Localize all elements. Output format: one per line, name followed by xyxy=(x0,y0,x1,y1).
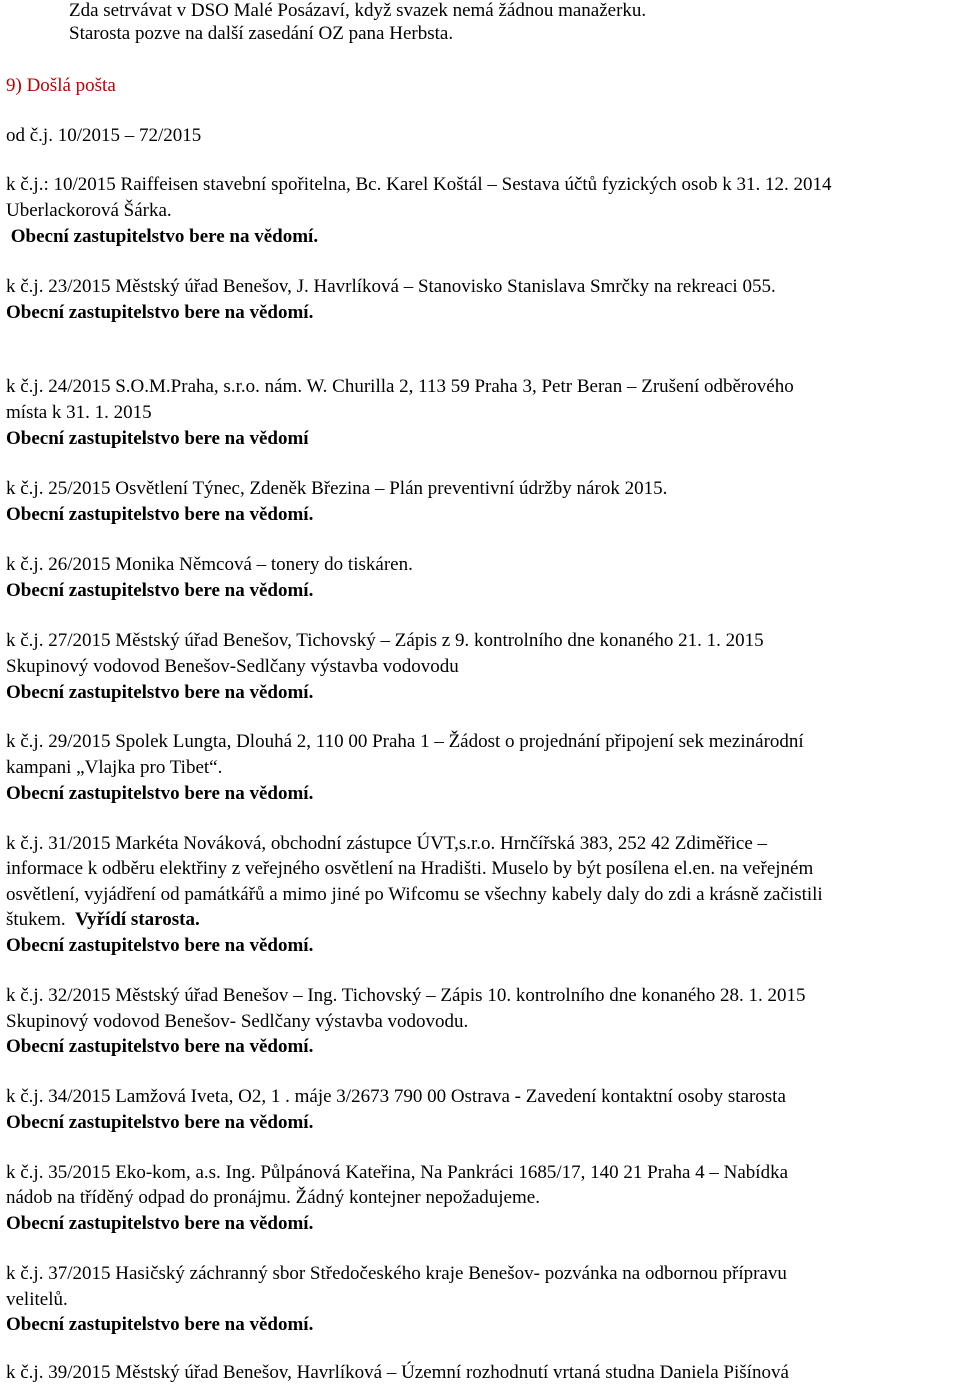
item-line: k č.j. 37/2015 Hasičský záchranný sbor Středočeského kraje Benešov- pozvánka na odbornou přípravu xyxy=(6,1263,787,1284)
item-line: k č.j. 39/2015 Městský úřad Benešov, Havrlíková – Územní rozhodnutí vrtaná studna Daniela Pišínová xyxy=(6,1362,789,1383)
item-line: k č.j.: 10/2015 Raiffeisen stavební spořitelna, Bc. Karel Koštál – Sestava účtů fyzických osob k 31. 12. 2014 xyxy=(6,174,832,195)
item-resolution: Obecní zastupitelstvo bere na vědomí. xyxy=(6,504,314,525)
item-resolution: Obecní zastupitelstvo bere na vědomí. xyxy=(6,1213,314,1234)
item-line: místa k 31. 1. 2015 xyxy=(6,402,152,423)
section-heading: 9) Došlá pošta xyxy=(6,75,116,96)
item-resolution: Obecní zastupitelstvo bere na vědomí. xyxy=(6,682,314,703)
item-resolution: Obecní zastupitelstvo bere na vědomí. xyxy=(6,580,314,601)
item-resolution: Obecní zastupitelstvo bere na vědomí. xyxy=(6,226,319,247)
item-line: k č.j. 32/2015 Městský úřad Benešov – Ing. Tichovský – Zápis 10. kontrolního dne konaného 28. 1. 2015 xyxy=(6,985,806,1006)
item-action-note: Vyřídí starosta. xyxy=(75,909,200,930)
item-line: k č.j. 35/2015 Eko-kom, a.s. Ing. Půlpánová Kateřina, Na Pankráci 1685/17, 140 21 Praha 4 – Nabídka xyxy=(6,1162,789,1183)
item-line: k č.j. 26/2015 Monika Němcová – tonery do tiskáren. xyxy=(6,554,413,575)
item-line: nádob na tříděný odpad do pronájmu. Žádný kontejner nepožadujeme. xyxy=(6,1187,540,1208)
item-line: osvětlení, vyjádření od památkářů a mimo jiné po Wifcomu se všechny kabely daly do zdi a krásně začistili xyxy=(6,884,823,905)
item-line: k č.j. 29/2015 Spolek Lungta, Dlouhá 2, 110 00 Praha 1 – Žádost o projednání připojení sek mezinárodní xyxy=(6,731,804,752)
item-line: k č.j. 27/2015 Městský úřad Benešov, Tichovský – Zápis z 9. kontrolního dne konaného 21. 1. 2015 xyxy=(6,630,764,651)
intro-line-2: Starosta pozve na další zasedání OZ pana Herbsta. xyxy=(69,23,454,44)
item-line: informace k odběru elektřiny z veřejného osvětlení na Hradišti. Muselo by být posílena el.en. na veřejném xyxy=(6,858,814,879)
item-line: velitelů. xyxy=(6,1289,68,1310)
item-resolution: Obecní zastupitelstvo bere na vědomí xyxy=(6,428,309,449)
item-line: kampani „Vlajka pro Tibet“. xyxy=(6,757,223,778)
item-line: Skupinový vodovod Benešov- Sedlčany výstavba vodovodu. xyxy=(6,1011,469,1032)
item-line: Skupinový vodovod Benešov-Sedlčany výstavba vodovodu xyxy=(6,656,459,677)
item-line: Uberlackorová Šárka. xyxy=(6,200,172,221)
item-line xyxy=(6,909,200,933)
item-resolution: Obecní zastupitelstvo bere na vědomí. xyxy=(6,935,314,956)
item-line-text: štukem. xyxy=(6,909,76,930)
section-range: od č.j. 10/2015 – 72/2015 xyxy=(6,125,202,146)
item-line: k č.j. 24/2015 S.O.M.Praha, s.r.o. nám. W. Churilla 2, 113 59 Praha 3, Petr Beran – Zrušení odběrového xyxy=(6,376,794,397)
item-resolution: Obecní zastupitelstvo bere na vědomí. xyxy=(6,1112,314,1133)
item-resolution: Obecní zastupitelstvo bere na vědomí. xyxy=(6,1314,314,1335)
item-line: k č.j. 23/2015 Městský úřad Benešov, J. Havrlíková – Stanovisko Stanislava Smrčky na rekreaci 055. xyxy=(6,276,776,297)
item-resolution: Obecní zastupitelstvo bere na vědomí. xyxy=(6,302,314,323)
intro-line-1: Zda setrvávat v DSO Malé Posázaví, když svazek nemá žádnou manažerku. xyxy=(69,0,647,21)
item-line: k č.j. 34/2015 Lamžová Iveta, O2, 1 . máje 3/2673 790 00 Ostrava - Zavedení kontaktní osoby starosta xyxy=(6,1086,786,1107)
item-line: k č.j. 25/2015 Osvětlení Týnec, Zdeněk Březina – Plán preventivní údržby nárok 2015. xyxy=(6,478,668,499)
item-resolution: Obecní zastupitelstvo bere na vědomí. xyxy=(6,1036,314,1057)
item-resolution: Obecní zastupitelstvo bere na vědomí. xyxy=(6,783,314,804)
item-line: k č.j. 31/2015 Markéta Nováková, obchodní zástupce ÚVT,s.r.o. Hrnčířská 383, 252 42 Zdiměřice – xyxy=(6,833,768,854)
